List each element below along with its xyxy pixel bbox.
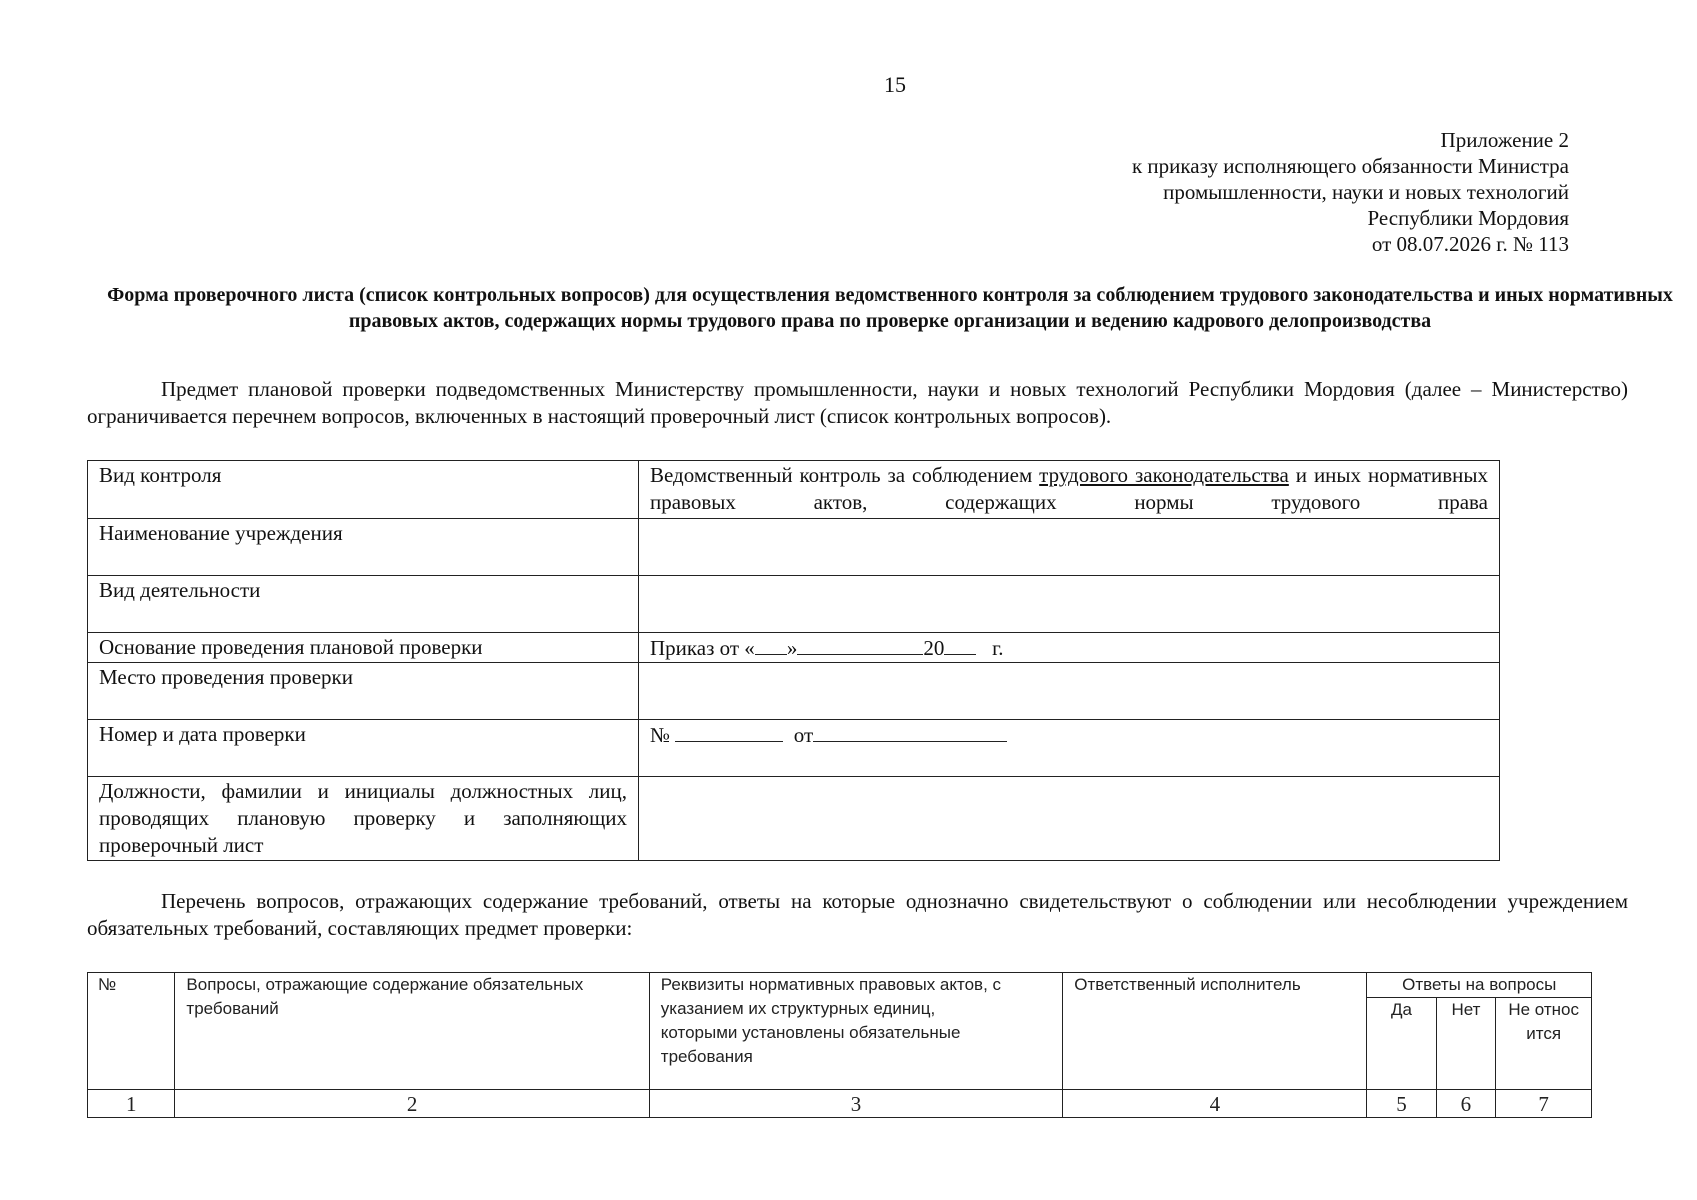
inspectors-field[interactable] <box>639 777 1500 861</box>
questions-intro-paragraph: Перечень вопросов, отражающих содержание требований, ответы на которые однозначно свидетельствуют о соблюдении или несоблюдении учреждением обязательных требований, составляющих предмет проверки: <box>87 889 1628 940</box>
appendix-line: промышленности, науки и новых технологий <box>1163 180 1569 204</box>
labor-law-link[interactable]: трудового законодательства <box>1039 463 1289 487</box>
form-title: Форма проверочного листа (список контрольных вопросов) для осуществления ведомственного контроля за соблюдением трудового законодательства и иных нормативных правовых актов, содержащих нормы трудового права по проверке организации и ведению кадрового делопроизводства <box>107 284 1673 332</box>
appendix-date-line: от 08.07.2026 г. № 113 <box>1371 232 1569 256</box>
number-date-label: Номер и дата проверки <box>88 720 639 777</box>
header-requisites: Реквизиты нормативных правовых актов, с указанием их структурных единиц, которыми установлены обязательные требования <box>649 973 1062 1090</box>
table-row <box>88 576 1500 633</box>
appendix-line: Республики Мордовия <box>1367 206 1569 230</box>
control-type-text: и иных нормативных правовых актов, содержащих нормы трудового права <box>650 463 1488 514</box>
column-number: 2 <box>175 1090 649 1118</box>
inspectors-label: Должности, фамилии и инициалы должностных лиц, проводящих плановую проверку и заполняющих проверочный лист <box>88 777 639 861</box>
column-number: 1 <box>88 1090 175 1118</box>
control-type-label: Вид контроля <box>88 461 639 519</box>
date-from-text: от <box>793 723 814 747</box>
inspection-info-table <box>87 460 1500 861</box>
day-blank[interactable] <box>755 634 787 655</box>
control-type-value <box>639 461 1500 519</box>
header-num: № <box>88 973 175 1090</box>
number-sign: № <box>650 723 671 747</box>
basis-field[interactable] <box>639 633 1500 663</box>
column-number: 6 <box>1436 1090 1496 1118</box>
column-number: 4 <box>1063 1090 1367 1118</box>
institution-label: Наименование учреждения <box>88 519 639 576</box>
header-answers: Ответы на вопросы <box>1367 973 1592 998</box>
intro-paragraph: Предмет плановой проверки подведомственных Министерству промышленности, науки и новых технологий Республики Мордовия (далее – Министерство) ограничивается перечнем вопросов, включенных в настоящий проверочный лист (список контрольных вопросов). <box>87 377 1628 428</box>
questions-table <box>87 972 1592 1118</box>
month-blank[interactable] <box>797 634 923 655</box>
table-row <box>88 777 1500 861</box>
table-row <box>88 720 1500 777</box>
year-suffix: г. <box>992 636 1004 660</box>
header-questions: Вопросы, отражающие содержание обязательных требований <box>175 973 649 1090</box>
quote-close: » <box>786 636 798 660</box>
page-number: 15 <box>884 72 906 97</box>
column-number: 7 <box>1496 1090 1592 1118</box>
table-row <box>88 633 1500 663</box>
header-yes: Да <box>1367 998 1436 1090</box>
header-no: Нет <box>1436 998 1496 1090</box>
control-type-text: Ведомственный контроль за соблюдением <box>650 463 1040 487</box>
order-text: Приказ от « <box>650 636 755 660</box>
appendix-header <box>869 127 1569 257</box>
activity-label: Вид деятельности <box>88 576 639 633</box>
year-prefix: 20 <box>923 636 945 660</box>
appendix-line: к приказу исполняющего обязанности Министра <box>1131 154 1569 178</box>
number-blank[interactable] <box>675 721 783 742</box>
place-field[interactable] <box>639 663 1500 720</box>
basis-label: Основание проведения плановой проверки <box>88 633 639 663</box>
header-not-applicable: Не относится <box>1496 998 1592 1090</box>
column-number: 3 <box>649 1090 1062 1118</box>
header-executor: Ответственный исполнитель <box>1063 973 1367 1090</box>
table-row <box>88 663 1500 720</box>
year-blank[interactable] <box>944 634 976 655</box>
place-label: Место проведения проверки <box>88 663 639 720</box>
number-date-field[interactable] <box>639 720 1500 777</box>
date-blank[interactable] <box>813 721 1007 742</box>
column-number-row <box>88 1090 1592 1118</box>
column-number: 5 <box>1367 1090 1436 1118</box>
institution-field[interactable] <box>639 519 1500 576</box>
appendix-line: Приложение 2 <box>1440 128 1569 152</box>
table-row <box>88 519 1500 576</box>
table-header-row <box>88 973 1592 998</box>
activity-field[interactable] <box>639 576 1500 633</box>
table-row <box>88 461 1500 519</box>
